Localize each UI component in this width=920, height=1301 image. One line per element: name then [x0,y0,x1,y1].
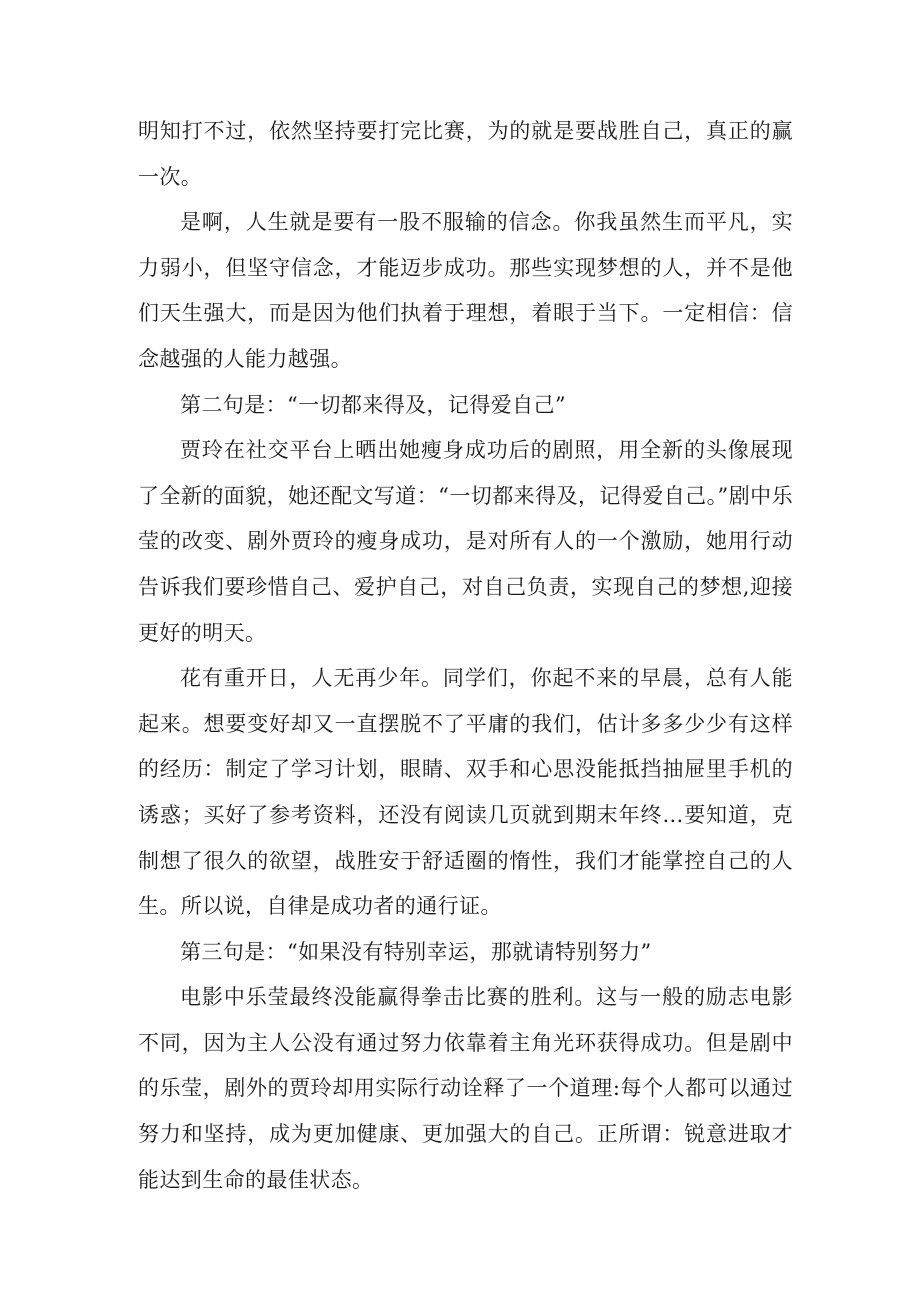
section-heading-2: 第二句是：“一切都来得及，记得爱自己” [180,392,567,417]
document-body [138,109,793,1203]
paragraph-5: 电影中乐莹最终没能赢得拳击比赛的胜利。这与一般的励志电影不同，因为主人公没有通过努力依靠着主角光环获得成功。但是剧中的乐莹，剧外的贾玲却用实际行动诠释了一个道理:每个人都可以通过努力和坚持，成为更加健康、更加强大的自己。正所谓：锐意进取才能达到生命的最佳状态。 [138,985,793,1192]
section-heading-3: 第三句是：“如果没有特别幸运，那就请特别努力” [180,939,652,964]
paragraph-2: 是啊，人生就是要有一股不服输的信念。你我虽然生而平凡，实力弱小，但坚守信念，才能迈步成功。那些实现梦想的人，并不是他们天生强大，而是因为他们执着于理想，着眼于当下。一定相信：信念越强的人能力越强。 [138,210,793,371]
paragraph-3: 贾玲在社交平台上晒出她瘦身成功后的剧照，用全新的头像展现了全新的面貌，她还配文写道：“一切都来得及，记得爱自己。”剧中乐莹的改变、剧外贾玲的瘦身成功，是对所有人的一个激励，她用行动告诉我们要珍惜自己、爱护自己，对自己负责，实现自己的梦想,迎接更好的明天。 [138,438,793,645]
paragraph-4: 花有重开日，人无再少年。同学们，你起不来的早晨，总有人能起来。想要变好却又一直摆脱不了平庸的我们，估计多多少少有这样的经历：制定了学习计划，眼睛、双手和心思没能抵挡抽屉里手机的诱惑；买好了参考资料，还没有阅读几页就到期末年终…要知道，克制想了很久的欲望，战胜安于舒适圈的惰性，我们才能掌控自己的人生。所以说，自律是成功者的通行证。 [138,666,793,919]
paragraph-1: 明知打不过，依然坚持要打完比赛，为的就是要战胜自己，真正的赢一次。 [138,119,793,189]
